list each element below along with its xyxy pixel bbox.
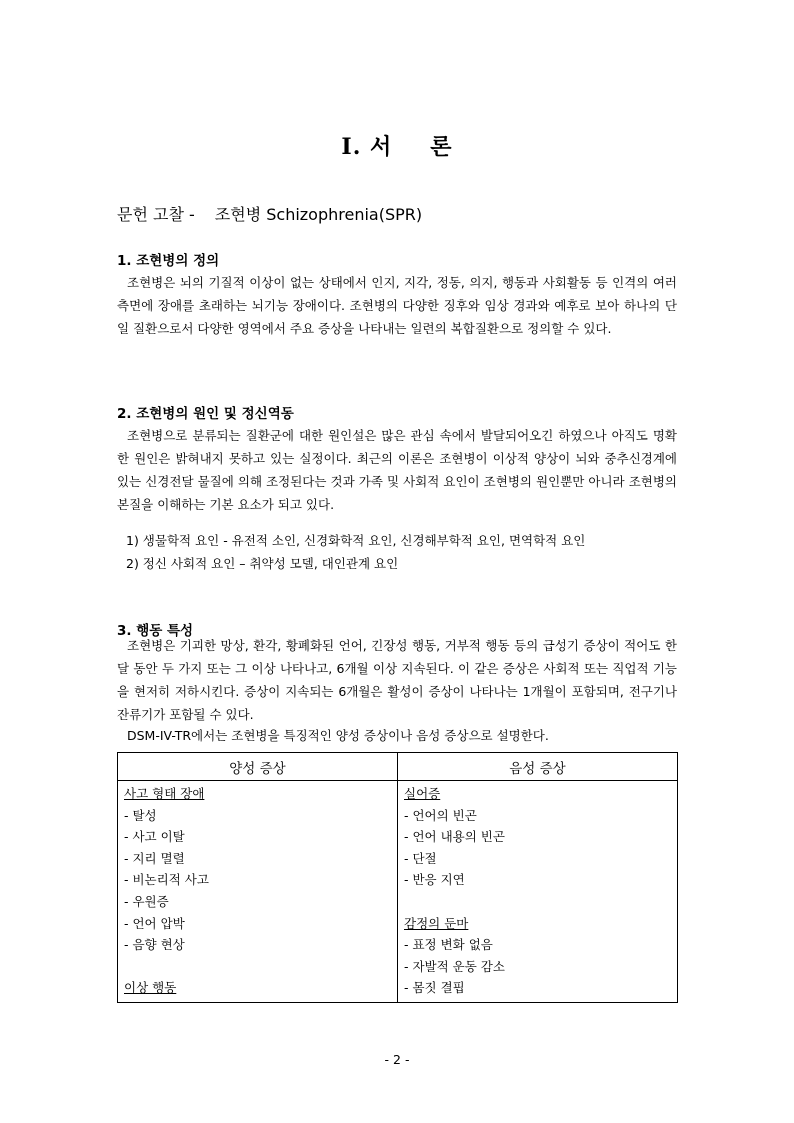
section-heading-definition: 1. 조현병의 정의: [117, 253, 220, 269]
list-item: - 몸짓 결핍: [404, 980, 465, 996]
list-item: - 탈성: [124, 807, 157, 823]
list-item: - 우원증: [124, 893, 169, 909]
category-label: 이상 행동: [124, 980, 177, 996]
section-heading-causes: 2. 조현병의 원인 및 정신역동: [117, 406, 294, 422]
negative-symptoms-cell: [398, 781, 678, 1003]
list-item: - 언어 압박: [124, 915, 185, 931]
page-number: - 2 -: [384, 1052, 410, 1067]
list-item: - 자발적 운동 감소: [404, 958, 505, 974]
table-row: [118, 781, 678, 1003]
list-item: 1) 생물학적 요인 - 유전적 소인, 신경화학적 요인, 신경해부학적 요인, 면역학적 요인: [126, 533, 586, 548]
section-heading-behavior: 3. 행동 특성: [117, 623, 194, 639]
category-label: 실어증: [404, 786, 441, 801]
section-subtitle: 문헌 고찰 - 조현병 Schizophrenia(SPR): [117, 205, 423, 224]
header-positive: 양성 증상: [118, 753, 398, 781]
category-label: 사고 형태 장애: [124, 786, 205, 801]
list-item: - 지리 멸렬: [124, 850, 185, 866]
header-negative: 음성 증상: [398, 753, 678, 781]
paragraph-definition: 조현병은 뇌의 기질적 이상이 없는 상태에서 인지, 지각, 정동, 의지, 행동과 사회활동 등 인격의 여러 측면에 장애를 초래하는 뇌기능 장애이다. 조현병의 다양한 징후와 임상 경과와 예후로 보아 하나의 단일 질환으로서 다양한 영역에서 주요 증상을 나타내는 일련의 복합질환으로 정의할 수 있다.: [117, 275, 677, 336]
list-item: - 표정 변화 없음: [404, 937, 493, 953]
list-item: 2) 정신 사회적 요인 – 취약성 모델, 대인관계 요인: [126, 556, 399, 571]
list-causes: [126, 529, 585, 575]
symptom-table: [117, 752, 678, 1003]
list-item: - 비논리적 사고: [124, 872, 209, 888]
list-item: - 사고 이탈: [124, 829, 185, 845]
list-item: - 반응 지연: [404, 872, 465, 888]
category-label: 감정의 둔마: [404, 915, 469, 931]
table-header-row: [118, 753, 678, 781]
positive-symptoms-cell: [118, 781, 398, 1003]
list-item: - 언어의 빈곤: [404, 807, 477, 823]
list-item: - 언어 내용의 빈곤: [404, 829, 505, 845]
paragraph-behavior: 조현병은 기괴한 망상, 환각, 황폐화된 언어, 긴장성 행동, 거부적 행동 등의 급성기 증상이 적어도 한 달 동안 두 가지 또는 그 이상 나타나고, 6개월 이상 지속된다. 이 같은 증상은 사회적 또는 직업적 기능을 현저히 저하시킨다. 증상이 지속되는 6개월은 활성이 증상이 나타나는 1개월이 포함되며, 전구기나 잔류기가 포함될 수 있다.: [117, 638, 677, 722]
paragraph-causes: 조현병으로 분류되는 질환군에 대한 원인설은 많은 관심 속에서 발달되어오긴 하였으나 아직도 명확한 원인은 밝혀내지 못하고 있는 실정이다. 최근의 이론은 조현병이 이상적 양상이 뇌와 중추신경계에 있는 신경전달 물질에 의해 조정된다는 것과 가족 및 사회적 요인이 조현병의 원인뿐만 아니라 조현병의 본질을 이해하는 기본 요소가 되고 있다.: [117, 428, 677, 512]
list-item: - 단절: [404, 850, 437, 866]
list-item: - 음향 현상: [124, 937, 185, 953]
page-title: I. 서 론: [341, 134, 453, 160]
paragraph-dsm: DSM-IV-TR에서는 조현병을 특징적인 양성 증상이나 음성 증상으로 설명한다.: [127, 728, 549, 743]
